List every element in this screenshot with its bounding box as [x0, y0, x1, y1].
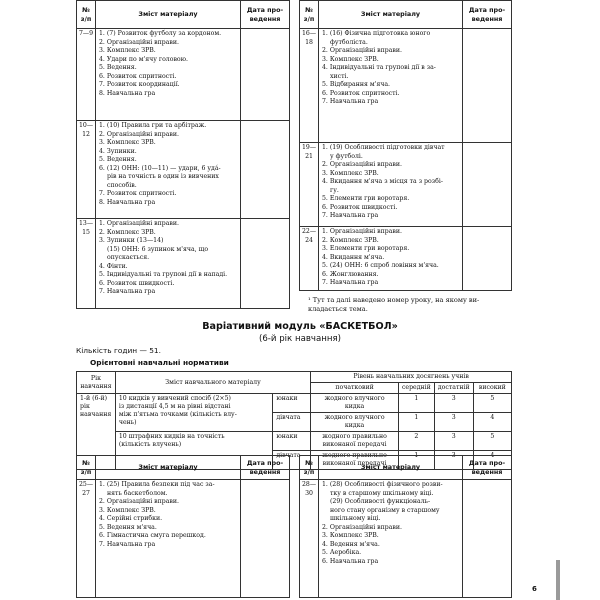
page-number: 6 — [532, 585, 537, 593]
norms-high: 5 — [473, 394, 511, 413]
norms-gender: дівчата — [273, 413, 311, 432]
lesson-table-top-left — [76, 0, 290, 309]
norms-header-suff: достатній — [434, 383, 473, 394]
lesson-date — [463, 480, 512, 598]
page-edge-bar — [556, 560, 560, 600]
norms-title: Орієнтовні навчальні нормативи — [90, 358, 229, 367]
norms-suff: 3 — [434, 451, 473, 470]
lesson-date — [241, 121, 290, 219]
norms-mid: 1 — [398, 394, 434, 413]
header-date: Дата про-ведення — [463, 456, 512, 480]
norms-mid: 2 — [398, 432, 434, 451]
norms-initial: жодного влучного кидка — [311, 413, 399, 432]
norms-header-initial: початковий — [311, 383, 399, 394]
module-subtitle: (6-й рік навчання) — [258, 334, 342, 344]
lesson-number: 13—15 — [77, 219, 96, 309]
header-content: Зміст матеріалу — [319, 456, 463, 480]
lesson-number: 22—24 — [300, 227, 319, 291]
header-num: № з/п — [300, 456, 319, 480]
module-title: Варіативний модуль «БАСКЕТБОЛ» — [202, 321, 398, 332]
lesson-date — [463, 29, 512, 143]
lesson-content: 1. Організаційні вправи. 2. Комплекс ЗРВ. 3. Зупинки (13—14) (15) ОНН: 6 зупинок м'яча, що опускається. 4. Фінти. 5. Індивідуальні та групові дії в нападі. 6. Розвиток швидкості. 7. Навчальна гра — [96, 219, 241, 309]
hours-count: Кількість годин — 51. — [76, 346, 161, 355]
norms-high: 5 — [473, 432, 511, 451]
norms-content-1: 10 кидків у вивчений спосіб (2×5) із дистанції 4,5 м на рівні відстані між п'ятьма точками (кількість влу- чень) — [115, 394, 272, 432]
header-num: № з/п — [77, 1, 96, 29]
norms-year: 1-й (6-й) рік навчання — [77, 394, 116, 470]
lesson-number: 19—21 — [300, 143, 319, 227]
lesson-number: 16—18 — [300, 29, 319, 143]
lesson-number: 7—9 — [77, 29, 96, 121]
lesson-content: 1. (28) Особливості фізичного розви- тку в старшому шкільному віці. (29) Особливості функціональ- ного стану організму в старшому шкільному віці. 2. Організаційні вправи. 3. Комплекс ЗРВ. 4. Ведення м'яча. 5. Аеробіка. 6. Навчальна гра — [319, 480, 463, 598]
norms-high: 4 — [473, 413, 511, 432]
norms-header-mid: середній — [398, 383, 434, 394]
lesson-date — [463, 227, 512, 291]
lesson-number: 10—12 — [77, 121, 96, 219]
norms-header-content: Зміст навчального матеріалу — [115, 372, 310, 394]
header-date: Дата про-ведення — [241, 1, 290, 29]
lesson-date — [241, 480, 290, 598]
footnote: ¹ Тут та далі наведено номер уроку, на якому ви- кладається тема. — [308, 296, 480, 313]
lesson-number: 28—30 — [300, 480, 319, 598]
header-date: Дата про-ведення — [463, 1, 512, 29]
lesson-table-bottom-left — [76, 455, 290, 598]
norms-gender: дівчата — [273, 451, 311, 470]
norms-mid: 1 — [398, 451, 434, 470]
lesson-date — [463, 143, 512, 227]
lesson-content: 1. (25) Правила безпеки під час за- нять баскетболом. 2. Організаційні вправи. 3. Комплекс ЗРВ. 4. Серійні стрибки. 5. Ведення м'яча. 6. Гімнастична смуга перешкод. 7. Навчальна гра — [96, 480, 241, 598]
norms-high: 4 — [473, 451, 511, 470]
norms-suff: 3 — [434, 432, 473, 451]
lesson-date — [241, 29, 290, 121]
norms-initial: жодного влучного кидка — [311, 394, 399, 413]
lesson-content: 1. Організаційні вправи. 2. Комплекс ЗРВ. 3. Елементи гри воротаря. 4. Вкидання м'яча. 5. (24) ОНН: 6 спроб ловіння м'яча. 6. Жонглювання. 7. Навчальна гра — [319, 227, 463, 291]
norms-content-2: 10 штрафних кидків на точність (кількість влучень) — [115, 432, 272, 470]
header-content: Зміст матеріалу — [96, 1, 241, 29]
norms-initial: жодного правильно виконаної передачі — [311, 432, 399, 451]
norms-mid: 1 — [398, 413, 434, 432]
norms-suff: 3 — [434, 413, 473, 432]
lesson-content: 1. (10) Правила гри та арбітраж. 2. Організаційні вправи. 3. Комплекс ЗРВ. 4. Зупинки. 5. Ведення. 6. (12) ОНН: (10—11) — удари, 6 удá- рів на точність в один із вивчених способів. 7. Розвиток спритності. 8. Навчальна гра — [96, 121, 241, 219]
header-num: № з/п — [77, 456, 96, 480]
header-date: Дата про-ведення — [241, 456, 290, 480]
norms-gender: юнаки — [273, 394, 311, 413]
norms-header-level: Рівень навчальних досягнень учнів — [311, 372, 512, 383]
header-num: № з/п — [300, 1, 319, 29]
norms-initial: жодного правильно виконаної передачі — [311, 451, 399, 470]
norms-gender: юнаки — [273, 432, 311, 451]
lesson-content: 1. (7) Розвиток футболу за кордоном. 2. Організаційні вправи. 3. Комплекс ЗРВ. 4. Удари по м'ячу головою. 5. Ведення. 6. Розвиток спритності. 7. Розвиток координації. 8. Навчальна гра — [96, 29, 241, 121]
norms-header-high: високий — [473, 383, 511, 394]
norms-suff: 3 — [434, 394, 473, 413]
lesson-table-bottom-right — [299, 455, 512, 598]
lesson-content: 1. (16) Фізична підготовка юного футболіста. 2. Організаційні вправи. 3. Комплекс ЗРВ. 4. Індивідуальні та групові дії в за- хисті. 5. Відбирання м'яча. 6. Розвиток спритності. 7. Навчальна гра — [319, 29, 463, 143]
norms-header-year: Рік навчання — [77, 372, 116, 394]
header-content: Зміст матеріалу — [96, 456, 241, 480]
lesson-content: 1. (19) Особливості підготовки дівчат у футболі. 2. Організаційні вправи. 3. Комплекс ЗРВ. 4. Вкидання м'яча з місця та з розбі- гу. 5. Елементи гри воротаря. 6. Розвиток швидкості. 7. Навчальна гра — [319, 143, 463, 227]
header-content: Зміст матеріалу — [319, 1, 463, 29]
lesson-table-top-right — [299, 0, 512, 291]
lesson-date — [241, 219, 290, 309]
lesson-number: 25—27 — [77, 480, 96, 598]
